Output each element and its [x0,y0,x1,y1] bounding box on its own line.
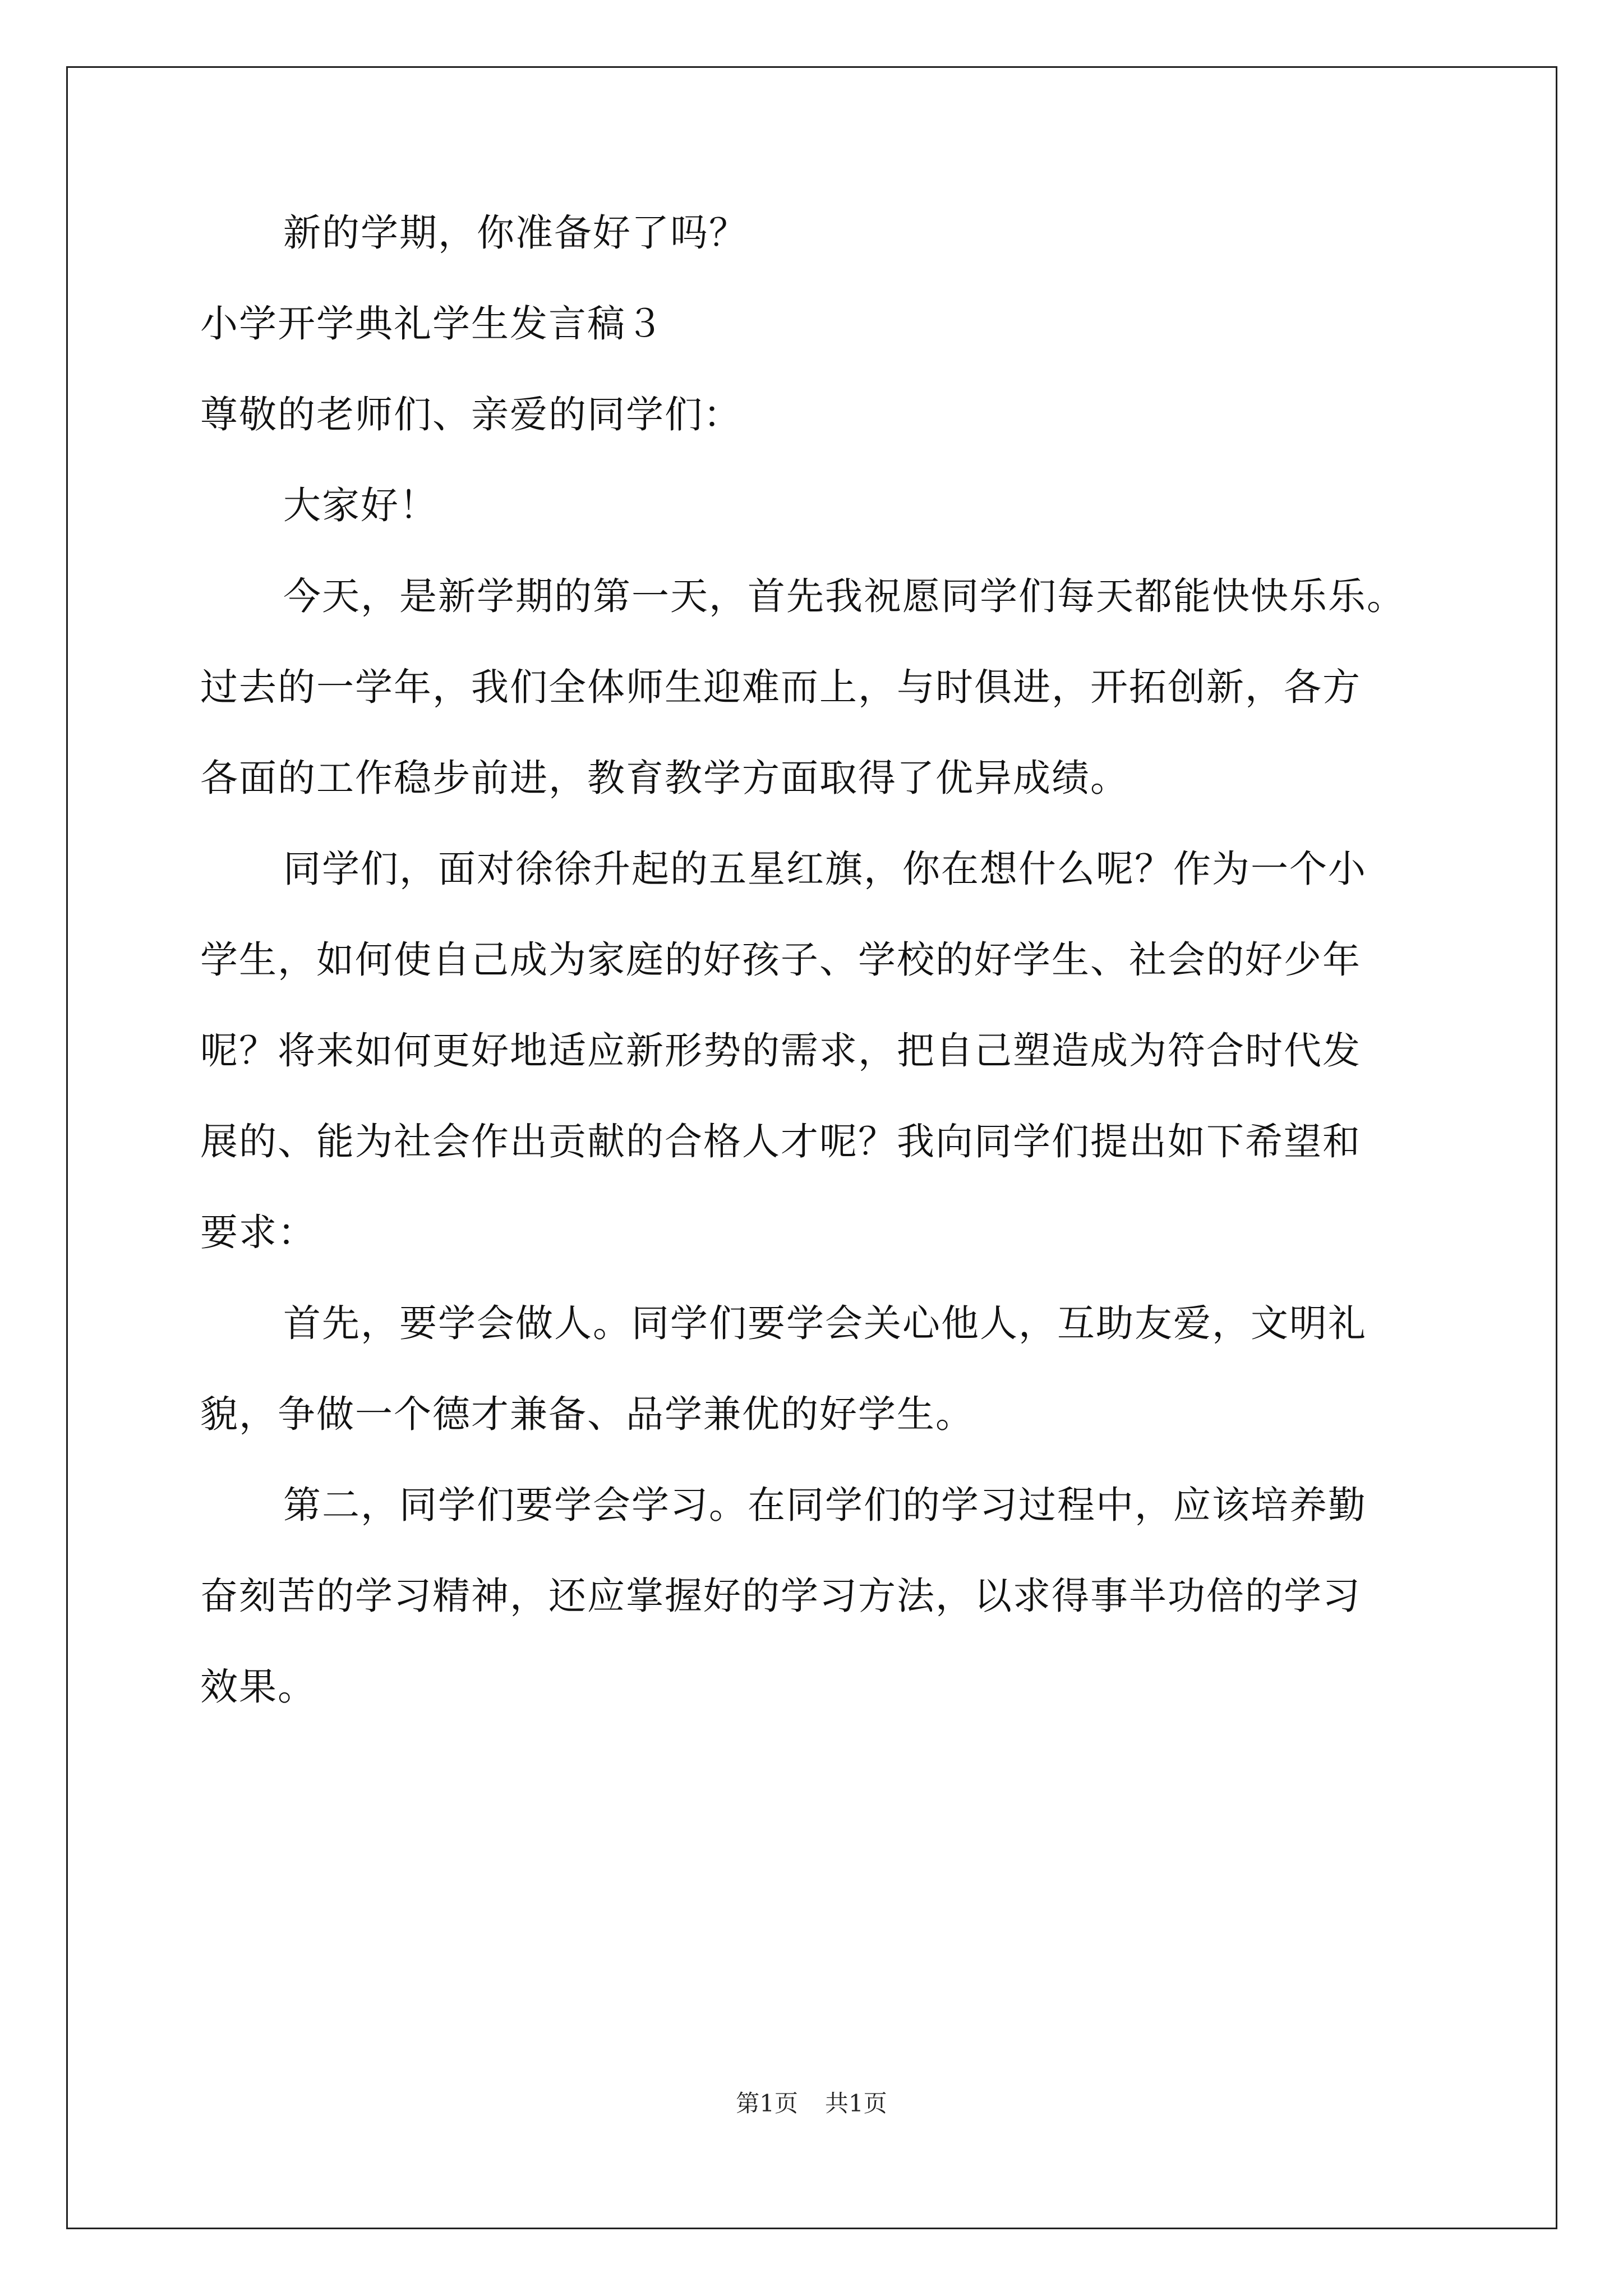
salutation: 尊敬的老师们、亲爱的同学们： [200,393,742,436]
paragraph-line: 展的、能为社会作出贡献的合格人才呢？我向同学们提出如下希望和 [200,1120,1361,1163]
paragraph-line: 过去的一学年，我们全体师生迎难而上，与时俱进，开拓创新，各方 [200,665,1361,709]
paragraph-line: 同学们，面对徐徐升起的五星红旗，你在想什么呢？作为一个小 [283,847,1367,891]
page-number: 第1页 [736,2090,798,2117]
paragraph-line: 效果。 [200,1665,316,1709]
page-total: 共1页 [825,2090,887,2117]
paragraph-line: 学生，如何使自己成为家庭的好孩子、学校的好学生、社会的好少年 [200,938,1361,982]
paragraph-line: 要求： [200,1211,316,1254]
paragraph-line: 第二，同学们要学会学习。在同学们的学习过程中，应该培养勤 [283,1483,1367,1527]
paragraph-line: 貌，争做一个德才兼备、品学兼优的好学生。 [200,1392,974,1436]
paragraph-line: 奋刻苦的学习精神，还应掌握好的学习方法，以求得事半功倍的学习 [200,1574,1361,1618]
paragraph-line: 新的学期，你准备好了吗？ [283,211,748,255]
greeting: 大家好！ [283,484,438,527]
page-footer [0,2088,1623,2119]
paragraph-line: 呢？将来如何更好地适应新形势的需求，把自己塑造成为符合时代发 [200,1029,1361,1073]
section-title: 小学开学典礼学生发言稿３ [200,302,665,346]
paragraph-line: 首先，要学会做人。同学们要学会关心他人，互助友爱，文明礼 [283,1301,1367,1345]
paragraph-line: 今天，是新学期的第一天，首先我祝愿同学们每天都能快快乐乐。 [283,574,1405,618]
paragraph-line: 各面的工作稳步前进，教育教学方面取得了优异成绩。 [200,756,1129,800]
